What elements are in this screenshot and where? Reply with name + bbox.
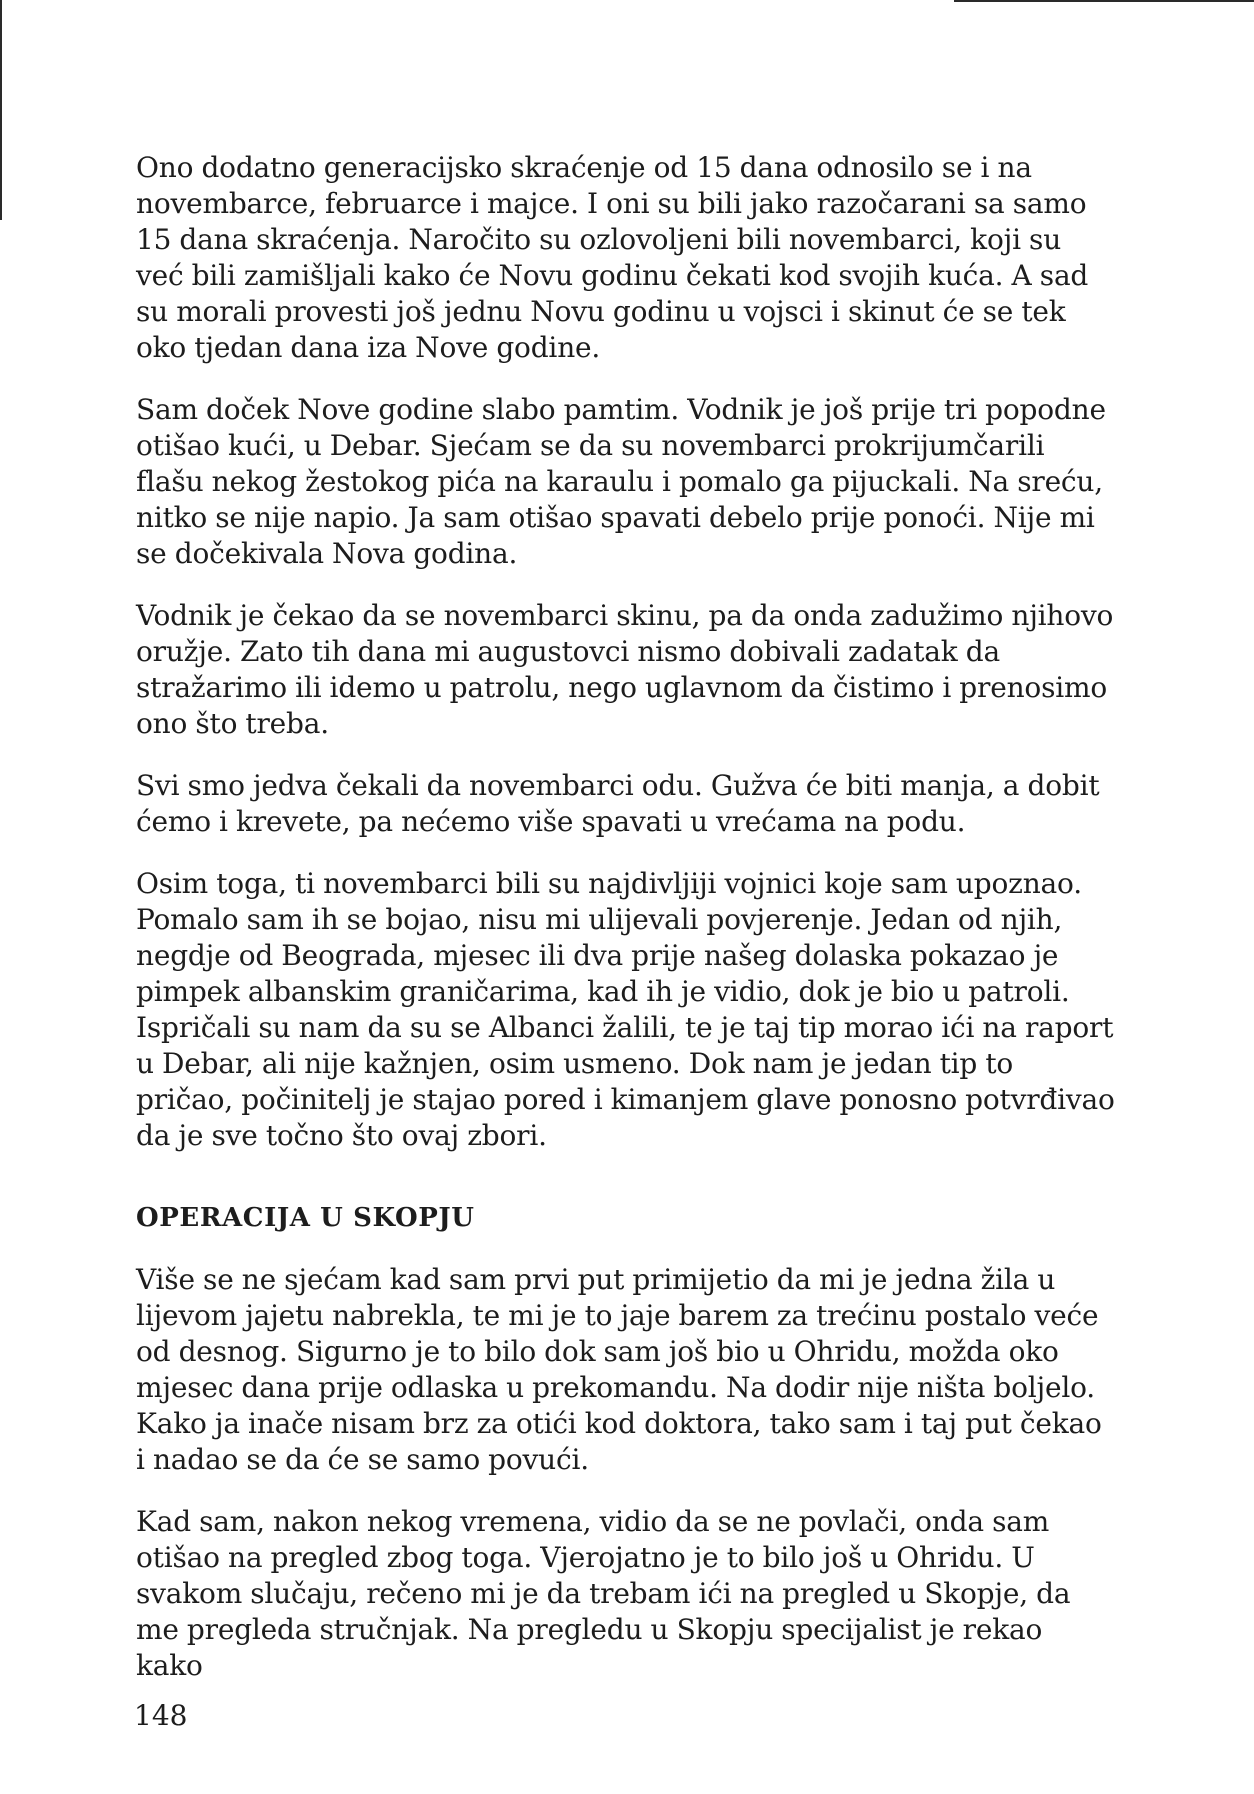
paragraph: Svi smo jedva čekali da novembarci odu. Gužva će biti manja, a dobit ćemo i krevete, pa nećemo više spavati u vrećama na podu. (136, 769, 1100, 838)
section-heading: OPERACIJA U SKOPJU (136, 1203, 475, 1233)
paragraph: Ono dodatno generacijsko skraćenje od 15 dana odnosilo se i na novembarce, februarce i majce. I oni su bili jako razočarani sa samo 15 dana skraćenja. Naročito su ozlovoljeni bili novembarci, koji su već bili zamišljali kako će Novu godinu čekati kod svojih kuća. A sad su morali provesti još jednu Novu godinu u vojsci i skinut će se tek oko tjedan dana iza Nove godine. (136, 151, 1089, 364)
scan-edge-top (954, 0, 1254, 2)
paragraph: Osim toga, ti novembarci bili su najdivljiji vojnici koje sam upoznao. Pomalo sam ih se bojao, nisu mi ulijevali povjerenje. Jedan od njih, negdje od Beograda, mjesec ili dva prije našeg dolaska pokazao je pimpek albanskim graničarima, kad ih je vidio, dok je bio u patroli. Ispričali su nam da su se Albanci žalili, te je taj tip morao ići na raport u Debar, ali nije kažnjen, osim usmeno. Dok nam je jedan tip to pričao, počinitelj je stajao pored i kimanjem glave ponosno potvrđivao da je sve točno što ovaj zbori. (136, 867, 1115, 1152)
paragraph: Kad sam, nakon nekog vremena, vidio da se ne povlači, onda sam otišao na pregled zbog toga. Vjerojatno je to bilo još u Ohridu. U svakom slučaju, rečeno mi je da trebam ići na pregled u Skopje, da me pregleda stručnjak. Na pregledu u Skopju specijalist je rekao kako (136, 1505, 1071, 1682)
paragraph: Sam doček Nove godine slabo pamtim. Vodnik je još prije tri popodne otišao kući, u Debar. Sjećam se da su novembarci prokrijumčarili flašu nekog žestokog pića na karaulu i pomalo ga pijuckali. Na sreću, nitko se nije napio. Ja sam otišao spavati debelo prije ponoći. Nije mi se dočekivala Nova godina. (136, 393, 1106, 570)
page-number: 148 (134, 1699, 188, 1732)
paragraph: Vodnik je čekao da se novembarci skinu, pa da onda zadužimo njihovo oružje. Zato tih dana mi augustovci nismo dobivali zadatak da stražarimo ili idemo u patrolu, nego uglavnom da čistimo i prenosimo ono što treba. (136, 599, 1114, 740)
scan-edge-left (0, 0, 2, 220)
page-body (136, 150, 1116, 1710)
paragraph: Više se ne sjećam kad sam prvi put primijetio da mi je jedna žila u lijevom jajetu nabrekla, te mi je to jaje barem za trećinu postalo veće od desnog. Sigurno je to bilo dok sam još bio u Ohridu, možda oko mjesec dana prije odlaska u prekomandu. Na dodir nije ništa boljelo. Kako ja inače nisam brz za otići kod doktora, tako sam i taj put čekao i nadao se da će se samo povući. (136, 1263, 1102, 1476)
